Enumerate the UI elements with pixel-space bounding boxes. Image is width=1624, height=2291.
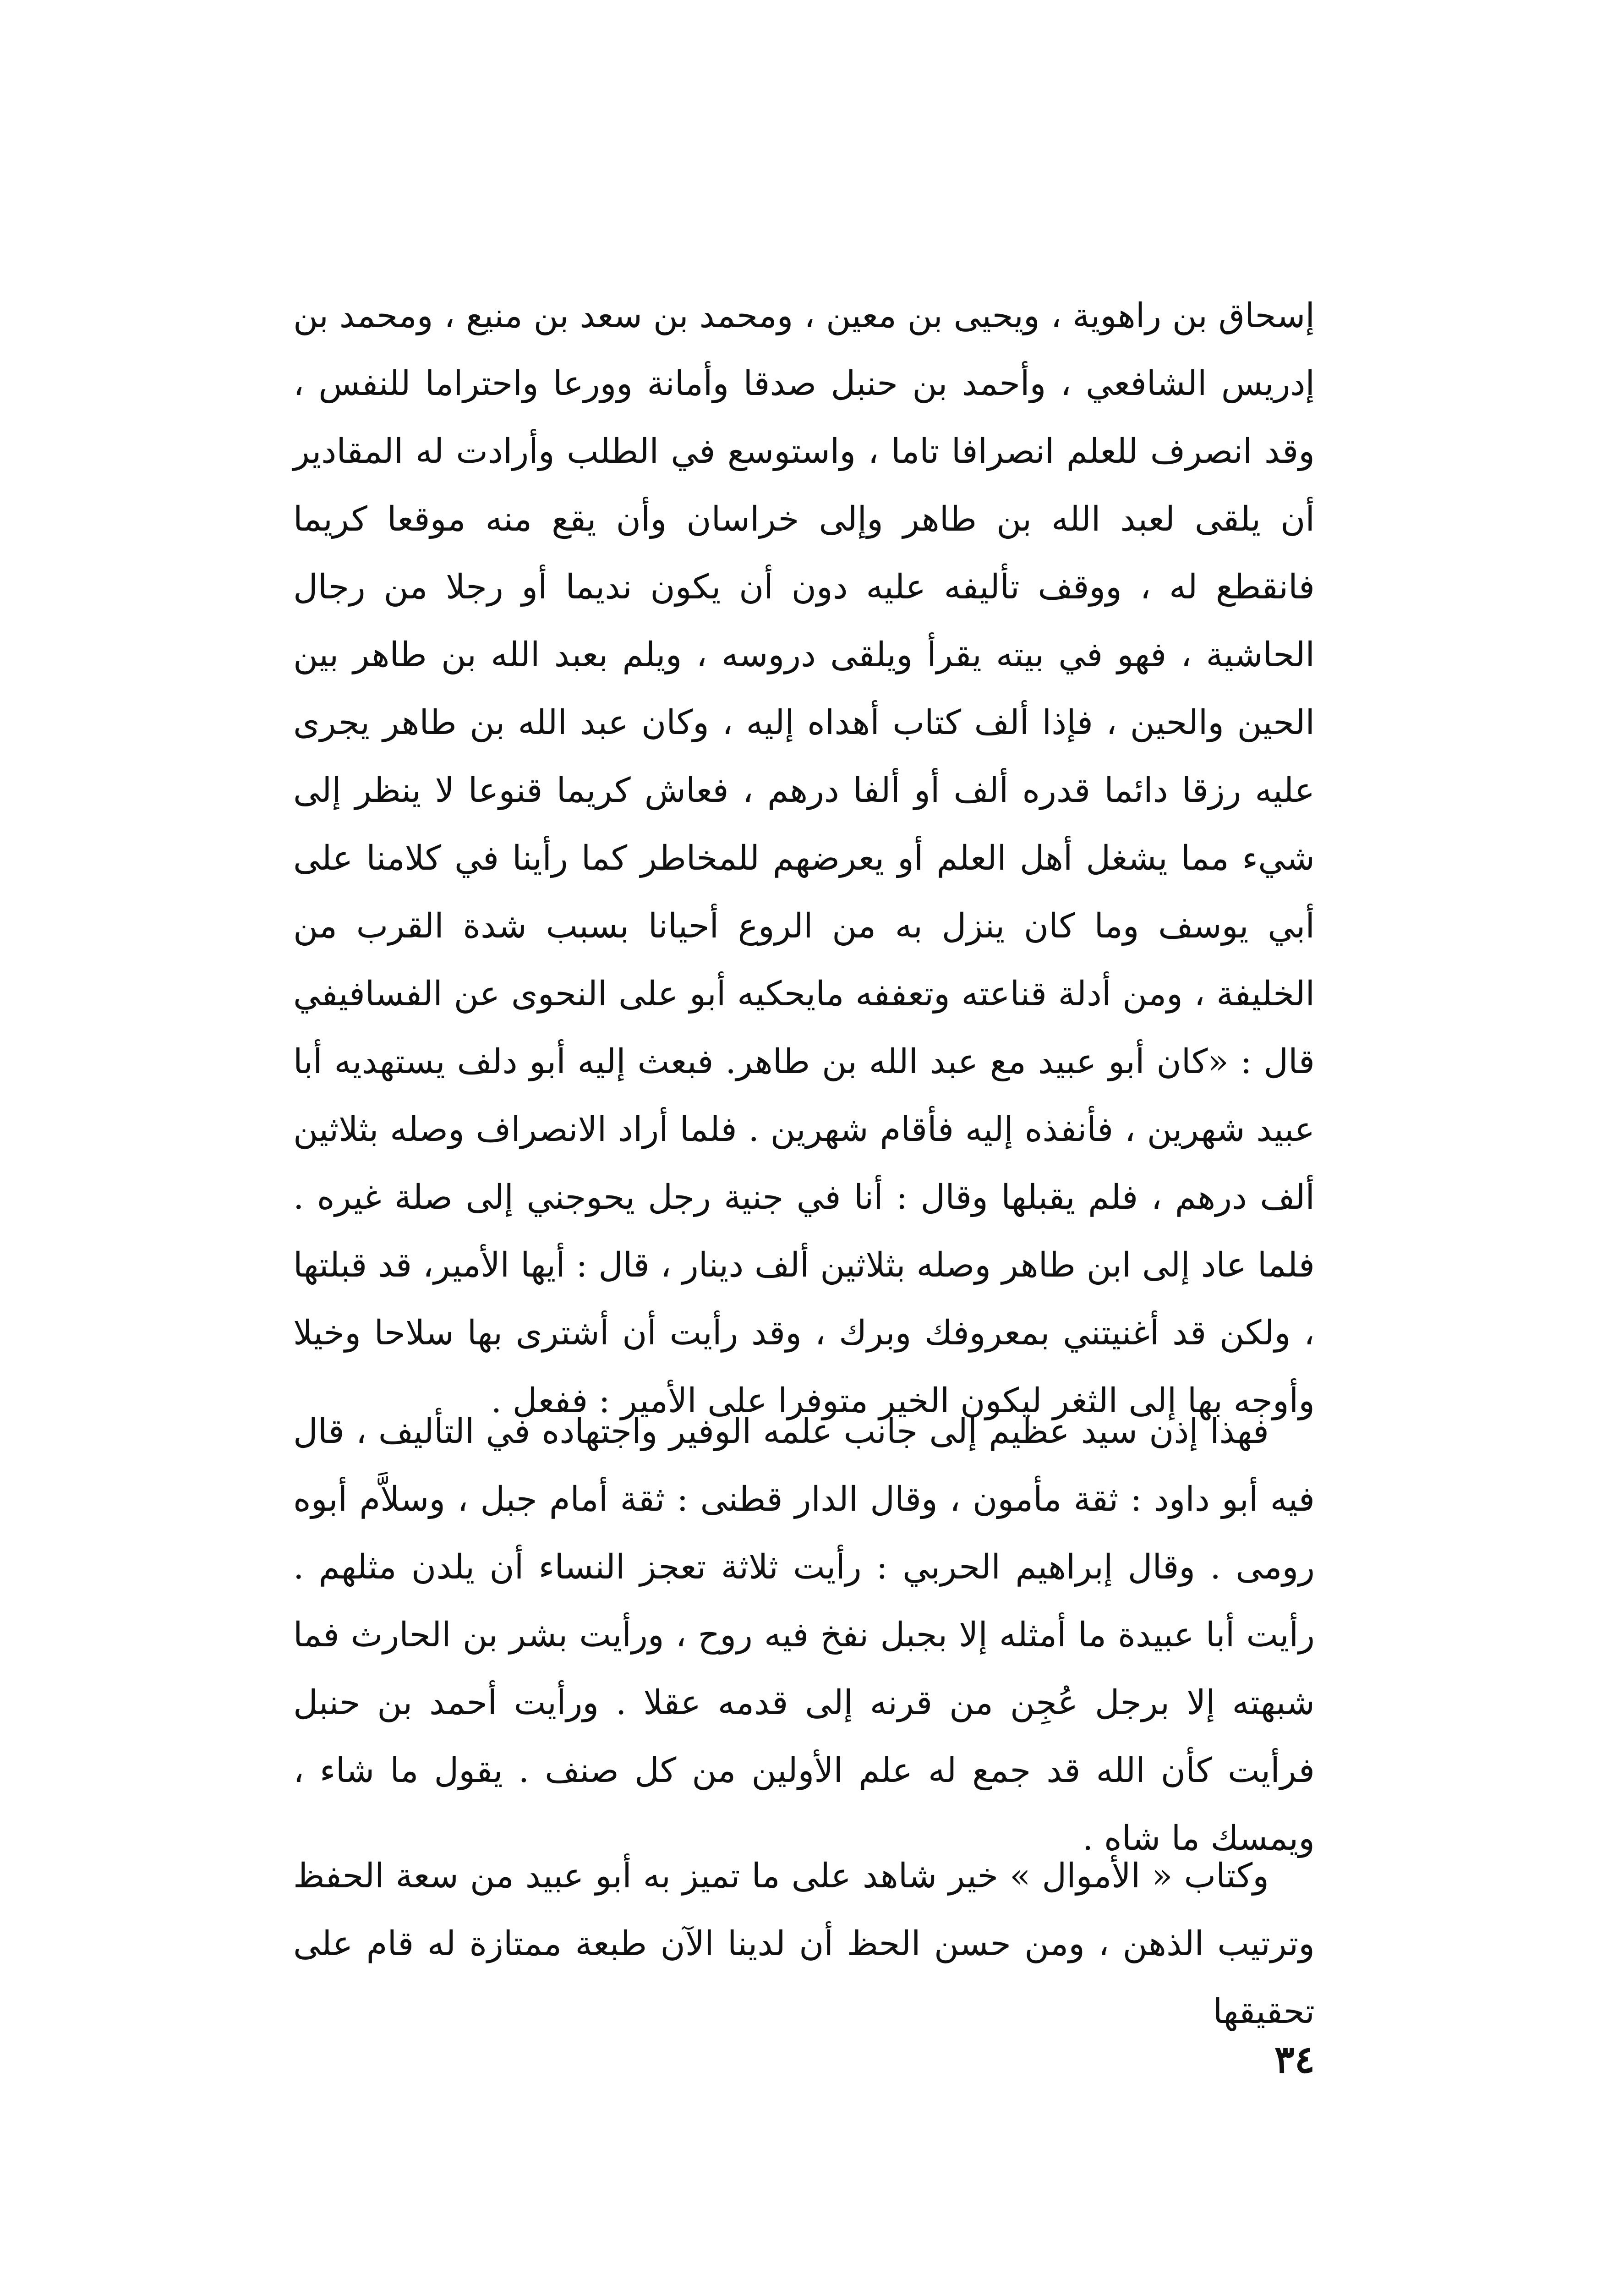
body-text	[293, 1398, 1315, 1872]
page-number: ٣٤	[1274, 2038, 1315, 2082]
paragraph: إسحاق بن راهوية ، ويحيى بن معين ، ومحمد بن سعد بن منيع ، ومحمد بن إدريس الشافعي ، وأحمد بن حنبل صدقا وأمانة وورعا واحتراما للنفس ، وقد انصرف للعلم انصرافا تاما ، واستوسع في الطلب وأرادت له المقادير أن يلقى لعبد الله بن طاهر وإلى خراسان وأن يقع منه موقعا كريما فانقطع له ، ووقف تأليفه عليه دون أن يكون نديما أو رجلا من رجال الحاشية ، فهو في بيته يقرأ ويلقى دروسه ، ويلم بعبد الله بن طاهر بين الحين والحين ، فإذا ألف كتاب أهداه إليه ، وكان عبد الله بن طاهر يجرى عليه رزقا دائما قدره ألف أو ألفا درهم ، فعاش كريما قنوعا لا ينظر إلى شيء مما يشغل أهل العلم أو يعرضهم للمخاطر كما رأينا في كلامنا على أبي يوسف وما كان ينزل به من الروع أحيانا بسبب شدة القرب من الخليفة ، ومن أدلة قناعته وتعففه مايحكيه أبو على النحوى عن الفسافيفي قال : «كان أبو عبيد مع عبد الله بن طاهر. فبعث إليه أبو دلف يستهديه أبا عبيد شهرين ، فأنفذه إليه فأقام شهرين . فلما أراد الانصراف وصله بثلاثين ألف درهم ، فلم يقبلها وقال : أنا في جنية رجل يحوجني إلى صلة غيره . فلما عاد إلى ابن طاهر وصله بثلاثين ألف دينار ، قال : أيها الأمير، قد قبلتها ، ولكن قد أغنيتني بمعروفك وبرك ، وقد رأيت أن أشترى بها سلاحا وخيلا وأوجه بها إلى الثغر ليكون الخير متوفرا على الأمير : ففعل .	[293, 296, 1315, 1420]
body-text	[293, 1842, 1315, 2045]
paragraph: وكتاب « الأموال » خير شاهد على ما تميز به أبو عبيد من سعة الحفظ وترتيب الذهن ، ومن حسن الحظ أن لدينا الآن طبعة ممتازة له قام على تحقيقها	[293, 1856, 1315, 2031]
body-text	[293, 282, 1315, 1435]
paragraph: فهذا إذن سيد عظيم إلى جانب علمه الوفير واجتهاده في التأليف ، قال فيه أبو داود : ثقة مأمون ، وقال الدار قطنى : ثقة أمام جبل ، وسلاَّم أبوه رومى . وقال إبراهيم الحربي : رأيت ثلاثة تعجز النساء أن يلدن مثلهم . رأيت أبا عبيدة ما أمثله إلا بجبل نفخ فيه روح ، ورأيت بشر بن الحارث فما شبهته إلا برجل عُجِن من قرنه إلى قدمه عقلا . ورأيت أحمد بن حنبل فرأيت كأن الله قد جمع له علم الأولين من كل صنف . يقول ما شاء ، ويمسك ما شاه .	[293, 1412, 1315, 1858]
